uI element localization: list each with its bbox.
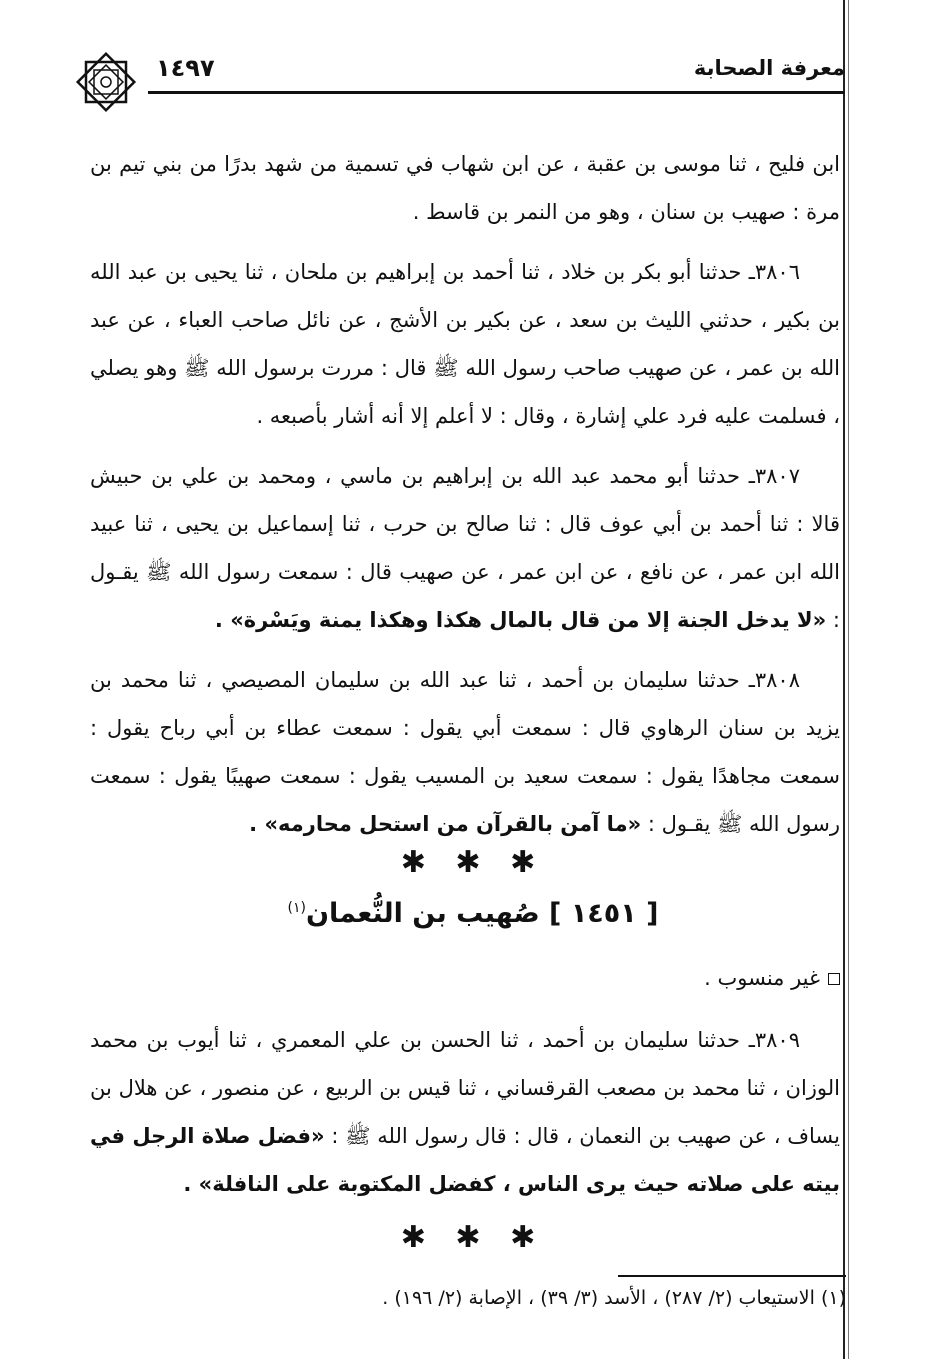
octagram-ornament-icon — [74, 50, 138, 114]
section-heading — [0, 898, 946, 929]
footnote: (١) الاستيعاب (٢/ ٢٨٧) ، الأسد (٣/ ٣٩) ، الإصابة (٢/ ١٩٦) . — [382, 1287, 846, 1309]
hadith-3807-matn: «لا يدخل الجنة إلا من قال بالمال هكذا وهكذا يمنة ويَسْرة» . — [214, 608, 827, 632]
footnote-reference: (١) — [287, 900, 306, 916]
hadith-3808-matn: «ما آمن بالقرآن من استحل محارمه» . — [249, 812, 642, 836]
square-bullet-icon — [828, 973, 840, 985]
lineage-note — [704, 966, 840, 990]
running-title: معرفة الصحابة — [693, 56, 845, 80]
hadith-3807-chain: ٣٨٠٧ـ حدثنا أبو محمد عبد الله بن إبراهيم بن ماسي ، ومحمد بن علي بن حبيش قالا : ثنا أحمد بن أبي عوف قال : ثنا صالح بن حرب ، ثنا إسماعيل بن يحيى ، ثنا عبيد الله ابن عمر ، عن نافع ، عن ابن عمر ، عن صهيب قال : سمعت رسول الله ﷺ يقـول : — [90, 464, 840, 632]
hadith-3809-matn: «فضل صلاة الرجل في بيته على صلاته حيث يرى الناس ، كفضل المكتوبة على النافلة» . — [90, 1124, 840, 1196]
intro-paragraph: ابن فليح ، ثنا موسى بن عقبة ، عن ابن شهاب في تسمية من شهد بدرًا من بني تيم بن مرة : صهيب بن سنان ، وهو من النمر بن قاسط . — [90, 152, 840, 224]
section-divider-stars: ✱ ✱ ✱ — [400, 845, 546, 880]
main-text-lower — [90, 1016, 840, 1208]
hadith-3808 — [90, 656, 840, 848]
header-rule — [148, 91, 845, 94]
running-header — [70, 40, 845, 110]
lineage-note-text: غير منسوب . — [704, 966, 820, 990]
section-heading-text: [ ١٤٥١ ] صُهيب بن النُّعمان — [305, 898, 659, 929]
hadith-3807 — [90, 452, 840, 644]
hadith-3809 — [90, 1016, 840, 1208]
page-edge-line — [843, 0, 845, 1359]
end-divider-stars: ✱ ✱ ✱ — [400, 1220, 546, 1255]
hadith-3808-chain: ٣٨٠٨ـ حدثنا سليمان بن أحمد ، ثنا عبد الله بن سليمان المصيصي ، ثنا محمد بن يزيد بن سنان الرهاوي قال : سمعت أبي يقول : سمعت عطاء بن أبي رباح يقول : سمعت مجاهدًا يقول : سمعت سعيد بن المسيب يقول : سمعت صهيبًا يقول : سمعت رسول الله ﷺ يقـول : — [90, 668, 840, 836]
hadith-3806: ٣٨٠٦ـ حدثنا أبو بكر بن خلاد ، ثنا أحمد بن إبراهيم بن ملحان ، ثنا يحيى بن عبد الله بن بكير ، حدثني الليث بن سعد ، عن بكير بن الأشج ، عن نائل صاحب العباء ، عن عبد الله بن عمر ، عن صهيب صاحب رسول الله ﷺ قال : مررت برسول الله ﷺ وهو يصلي ، فسلمت عليه فرد علي إشارة ، وقال : لا أعلم إلا أنه أشار بأصبعه . — [90, 260, 840, 428]
page-edge-line-secondary — [848, 0, 849, 1359]
page-number: ١٤٩٧ — [156, 54, 215, 82]
main-text-upper — [90, 140, 840, 848]
hadith-3809-chain: ٣٨٠٩ـ حدثنا سليمان بن أحمد ، ثنا الحسن بن علي المعمري ، ثنا أيوب بن محمد الوزان ، ثنا محمد بن مصعب القرقساني ، ثنا قيس بن الربيع ، عن منصور ، عن هلال بن يساف ، عن صهيب بن النعمان ، قال : قال رسول الله ﷺ : — [90, 1028, 840, 1148]
footnote-rule — [618, 1275, 846, 1277]
